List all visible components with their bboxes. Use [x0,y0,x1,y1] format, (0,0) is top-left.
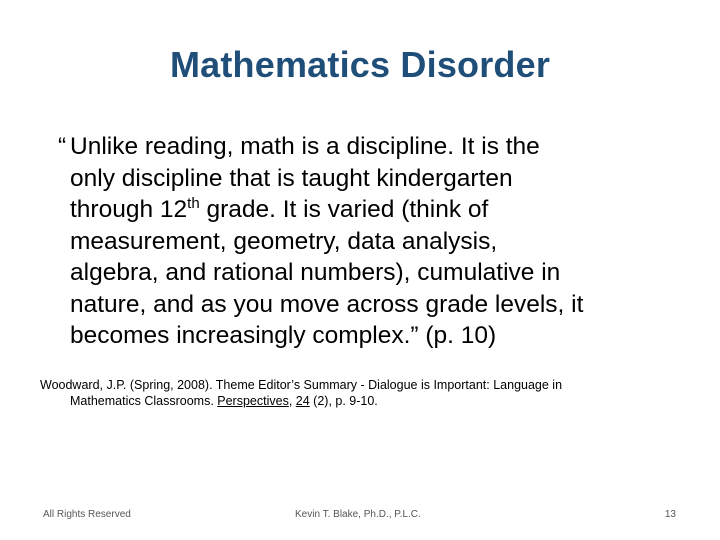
footer-author: Kevin T. Blake, Ph.D., P.L.C. [295,509,421,520]
slide-title: Mathematics Disorder [169,44,551,85]
citation [40,377,700,409]
citation-separator: , [288,394,296,408]
citation-text: (2), p. 9-10. [309,394,378,408]
quote-line: measurement, geometry, data analysis, [70,227,498,255]
citation-line: Woodward, J.P. (Spring, 2008). Theme Editor’s Summary - Dialogue is Important: Language in [40,378,563,392]
quote-line: nature, and as you move across grade levels, it [70,290,584,318]
quote-text: grade. It is varied (think of [199,196,489,223]
quote-line: algebra, and rational numbers), cumulative in [70,259,561,286]
quote-line [70,194,700,226]
citation-line [40,393,700,409]
quote-line: Unlike reading, math is a discipline. It is the [70,133,540,160]
citation-text: Mathematics Classrooms. [70,394,218,408]
quote-text: through 12 [70,196,188,223]
quote-block [58,131,700,352]
volume-number: 24 [295,394,310,408]
superscript-ordinal: th [187,195,200,212]
journal-name: Perspectives [217,394,289,408]
quote-open-mark: “ [58,133,67,160]
page-number: 13 [664,509,676,520]
footer-copyright: All Rights Reserved [43,509,131,520]
quote-line: only discipline that is taught kindergarten [70,164,513,192]
quote-line: becomes increasingly complex.” (p. 10) [70,322,497,349]
